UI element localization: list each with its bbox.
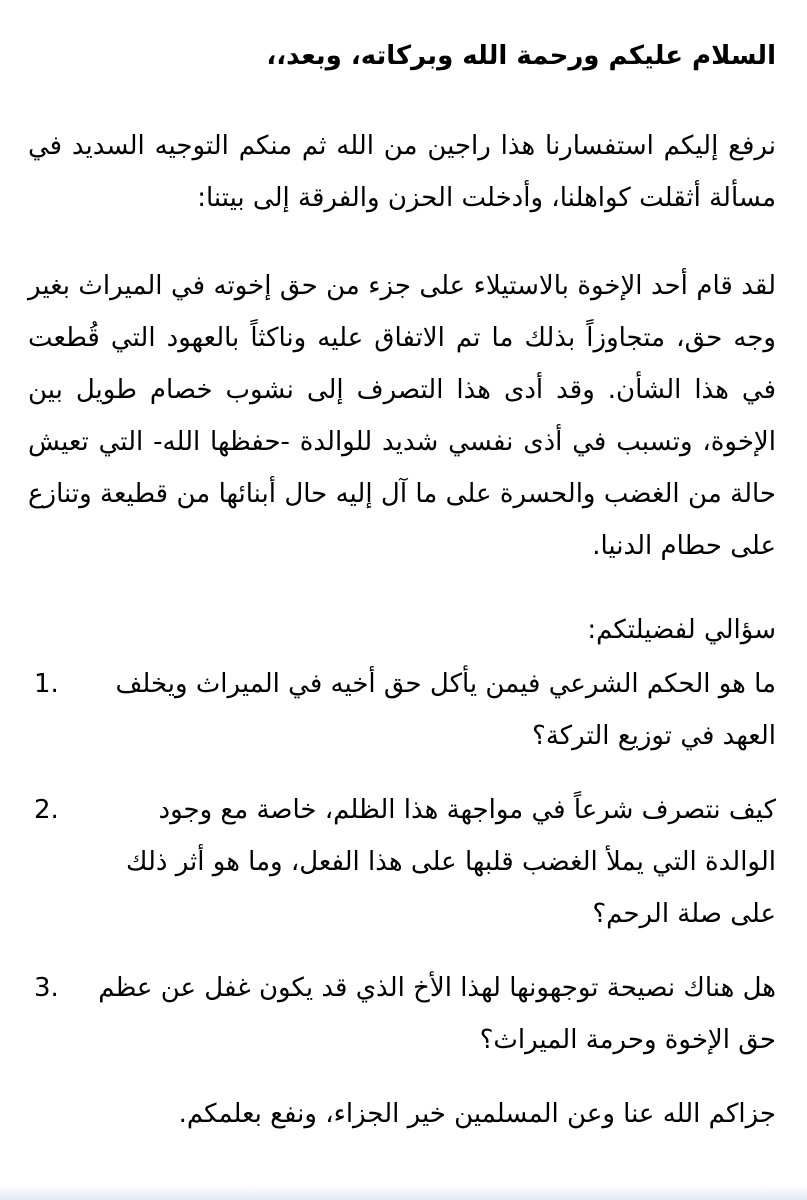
intro-paragraph: نرفع إليكم استفسارنا هذا راجين من الله ثم منكم التوجيه السديد في مسألة أثقلت كواهلنا، وأدخلت الحزن والفرقة إلى بيتنا: (28, 131, 776, 213)
question-item-3 (28, 962, 776, 1066)
question-text: ما هو الحكم الشرعي فيمن يأكل حق أخيه في الميراث ويخلف العهد في توزيع التركة؟ (115, 669, 776, 751)
bottom-fade-decoration (0, 1186, 807, 1200)
questions-list (28, 658, 776, 1066)
question-item-1 (28, 658, 776, 762)
questions-heading: سؤالي لفضيلتكم: (587, 615, 776, 645)
story-paragraph: لقد قام أحد الإخوة بالاستيلاء على جزء من حق إخوته في الميراث بغير وجه حق، متجاوزاً بذلك ما تم الاتفاق عليه وناكثاً بالعهود التي قُطعت في هذا الشأن. وقد أدى هذا التصرف إلى نشوب خصام طويل بين الإخوة، وتسبب في أذى نفسي شديد للوالدة -حفظها الله- التي تعيش حالة من الغضب والحسرة على ما آل إليه حال أبنائها من قطيعة وتنازع على حطام الدنيا. (28, 271, 776, 561)
question-item-2 (28, 784, 776, 940)
question-text: هل هناك نصيحة توجهونها لهذا الأخ الذي قد يكون غفل عن عظم حق الإخوة وحرمة الميراث؟ (98, 973, 776, 1055)
question-text: كيف نتصرف شرعاً في مواجهة هذا الظلم، خاصة مع وجود الوالدة التي يملأ الغضب قلبها على هذا الفعل، وما هو أثر ذلك على صلة الرحم؟ (126, 795, 776, 929)
greeting-line: السلام عليكم ورحمة الله وبركاته، وبعد،، (266, 41, 776, 71)
question-number: 3. (34, 973, 59, 1003)
question-number: 1. (34, 669, 59, 699)
closing-line: جزاكم الله عنا وعن المسلمين خير الجزاء، ونفع بعلمكم. (178, 1099, 776, 1129)
question-number: 2. (34, 795, 59, 825)
